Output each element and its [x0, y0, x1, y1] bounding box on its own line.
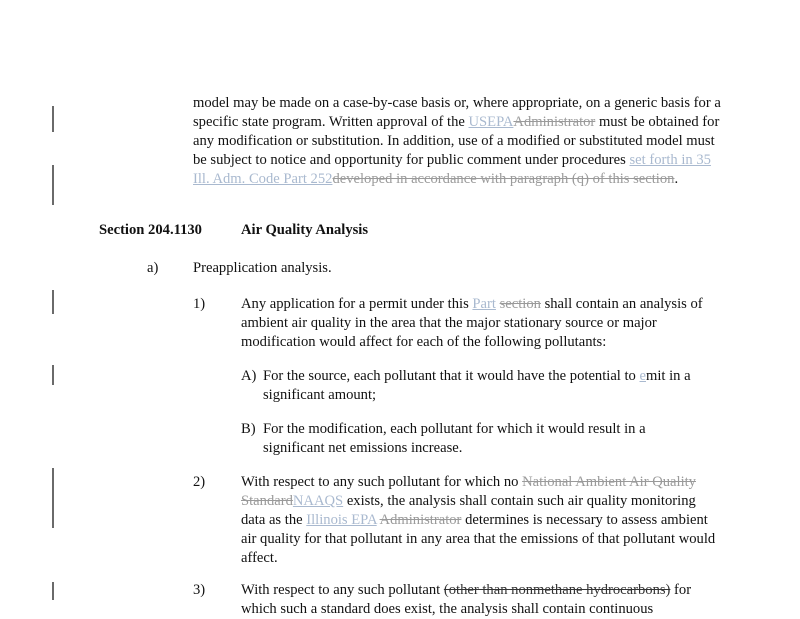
text: shall contain an analysis of ambient air quality in the area that the major stationary source or major modification would affect for each of the following pollutants:: [241, 296, 703, 350]
revision-bar: [52, 290, 54, 314]
subsection-text: Preapplication analysis.: [193, 260, 332, 276]
revision-bar: [52, 165, 54, 205]
revision-bar: [52, 106, 54, 132]
text: .: [674, 171, 679, 187]
text: model may be made on a case-by-case basis or, where appropriate, on a generic basis for a specific state program. Written approval of the: [193, 95, 721, 130]
text: With respect to any such pollutant for which no: [241, 474, 523, 490]
text: must be obtained for any modification or substitution. In addition, use of a modified or substituted model must be subject to notice and opportunity for public comment under procedures: [193, 114, 720, 168]
inserted-text: Illinois EPA: [306, 512, 377, 528]
text: for which such a standard does exist, the analysis shall contain continuous: [241, 582, 692, 617]
continuation-paragraph: [193, 94, 728, 189]
text: exists, the analysis shall contain such air quality monitoring data as the: [241, 493, 696, 528]
deleted-text: Administrator: [379, 512, 462, 528]
subsection-label: a): [147, 260, 159, 276]
item-number: 1): [193, 296, 206, 312]
subitem-label: A): [241, 368, 257, 384]
revision-bar: [52, 468, 54, 528]
text: For the source, each pollutant that it would have the potential to: [263, 368, 640, 384]
section-number: Section 204.1130: [99, 222, 202, 238]
deleted-text: National Ambient Air Quality Standard: [241, 474, 696, 509]
text: Any application for a permit under this: [241, 296, 473, 312]
subitem-text: For the modification, each pollutant for which it would result in a significant net emissions increase.: [263, 421, 646, 456]
item-text: [241, 295, 726, 352]
deleted-text: (other than nonmethane hydrocarbons): [443, 582, 671, 598]
deleted-text: developed in accordance with paragraph (q) of this section: [332, 171, 675, 187]
inserted-text: NAAQS: [292, 493, 344, 509]
inserted-text: set forth in 35 Ill. Adm. Code Part 252: [193, 152, 711, 187]
revision-bar: [52, 365, 54, 385]
inserted-text: Part: [472, 296, 496, 312]
revision-bar: [52, 582, 54, 600]
item-text: [241, 581, 721, 619]
deleted-text: Administrator: [513, 114, 596, 130]
deleted-text: section: [499, 296, 541, 312]
subitem-label: B): [241, 421, 256, 437]
inserted-text: e: [639, 368, 646, 384]
subitem-text: [263, 367, 718, 405]
item-text: [241, 473, 721, 568]
inserted-text: USEPA: [468, 114, 514, 130]
section-title: Air Quality Analysis: [241, 222, 369, 238]
item-number: 2): [193, 474, 206, 490]
text: mit in a significant amount;: [263, 368, 691, 403]
text: With respect to any such pollutant: [241, 582, 444, 598]
text: determines is necessary to assess ambient air quality for that pollutant in any area that the emissions of that pollutant would affect.: [241, 512, 716, 566]
item-number: 3): [193, 582, 206, 598]
